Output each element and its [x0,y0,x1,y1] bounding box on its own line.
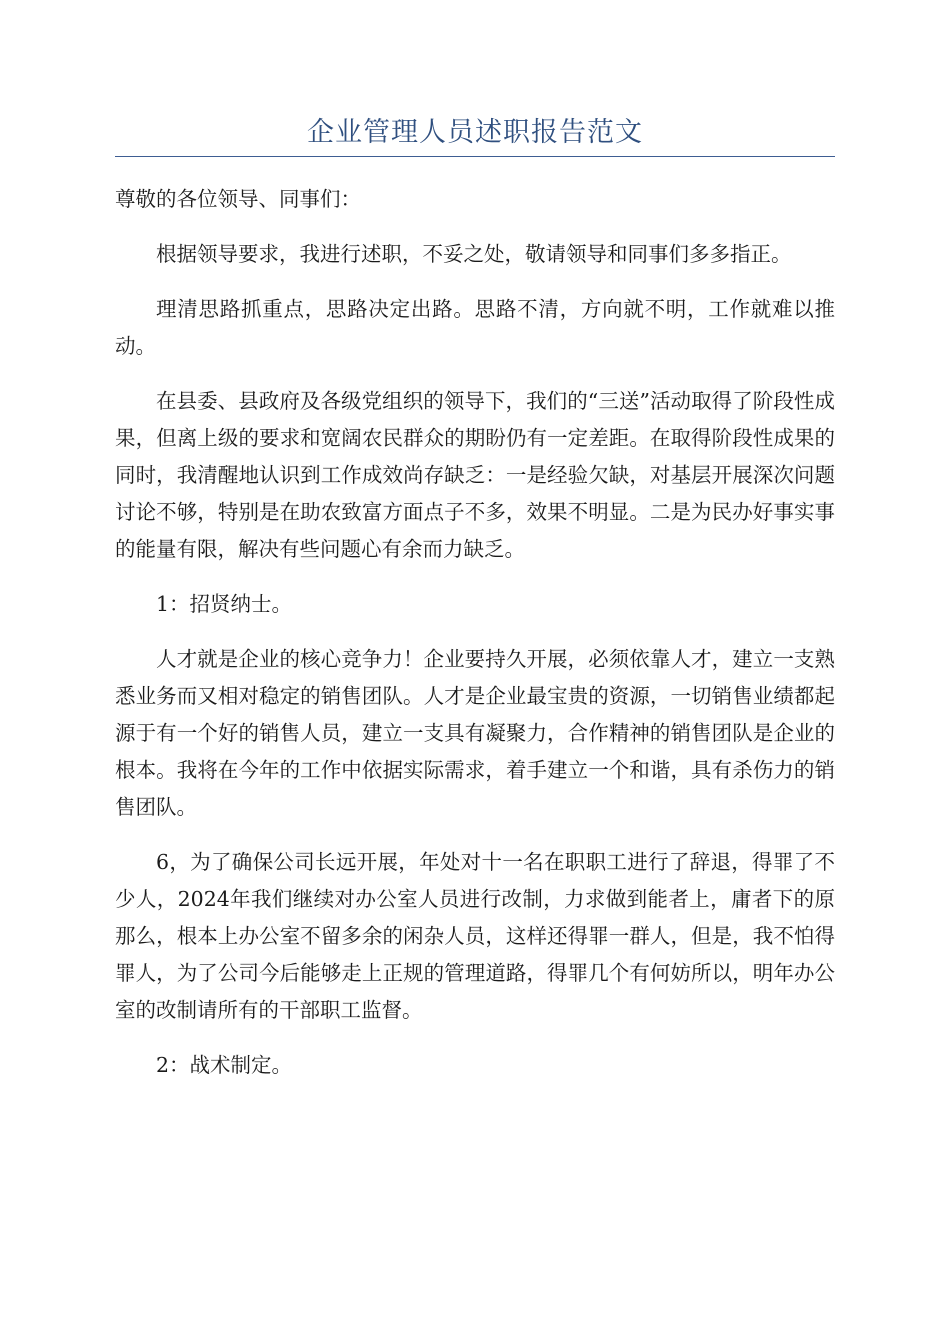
document-page [115,112,835,1084]
salutation: 尊敬的各位领导、同事们： [115,187,361,211]
section-heading: 1：招贤纳士。 [156,592,293,616]
paragraph: 6，为了确保公司长远开展，年处对十一名在职职工进行了辞退，得罪了不少人，2024年我们继续对办公室人员进行改制，力求做到能者上，庸者下的原那么，根本上办公室不留多余的闲杂人员，这样还得罪一群人，但是，我不怕得罪人，为了公司今后能够走上正规的管理道路，得罪几个有何妨所以，明年办公室的改制请所有的干部职工监督。 [115,850,835,1022]
paragraph: 理清思路抓重点，思路决定出路。思路不清，方向就不明，工作就难以推动。 [115,297,835,358]
paragraph: 根据领导要求，我进行述职，不妥之处，敬请领导和同事们多多指正。 [156,242,792,266]
section-heading: 2：战术制定。 [156,1053,293,1077]
document-title: 企业管理人员述职报告范文 [115,112,835,157]
paragraph: 在县委、县政府及各级党组织的领导下，我们的“三送”活动取得了阶段性成果，但离上级的要求和宽阔农民群众的期盼仍有一定差距。在取得阶段性成果的同时，我清醒地认识到工作成效尚存缺乏：一是经验欠缺，对基层开展深次问题讨论不够，特别是在助农致富方面点子不多，效果不明显。二是为民办好事实事的能量有限，解决有些问题心有余而力缺乏。 [115,389,835,561]
paragraph: 人才就是企业的核心竞争力！企业要持久开展，必须依靠人才，建立一支熟悉业务而又相对稳定的销售团队。人才是企业最宝贵的资源，一切销售业绩都起源于有一个好的销售人员，建立一支具有凝聚力，合作精神的销售团队是企业的根本。我将在今年的工作中依据实际需求，着手建立一个和谐，具有杀伤力的销售团队。 [115,647,835,819]
